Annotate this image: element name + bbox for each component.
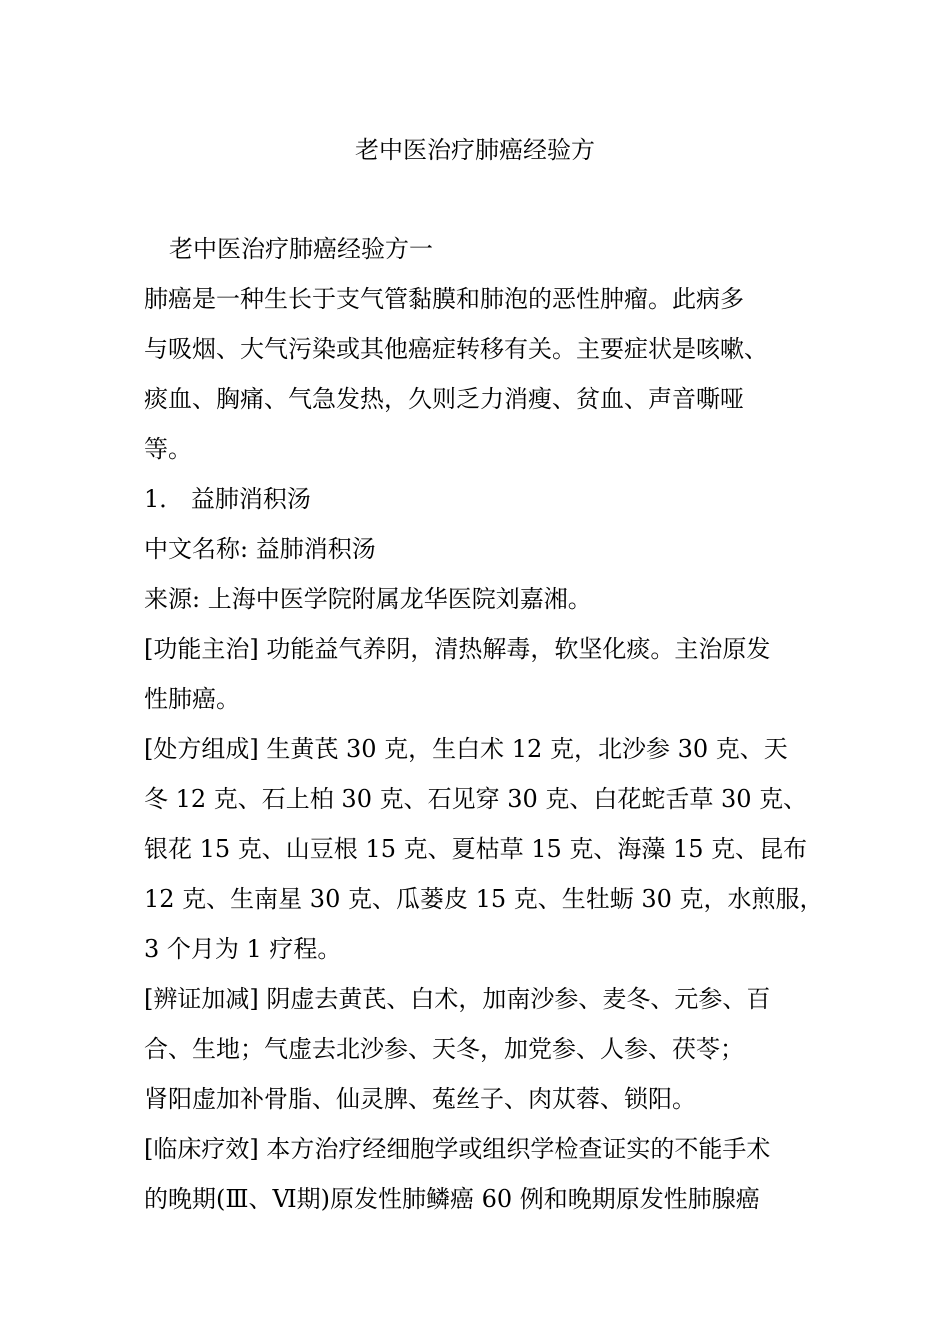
document-body xyxy=(144,224,824,1224)
modification-line: 合、生地；气虚去北沙参、天冬，加党参、人参、茯苓； xyxy=(144,1035,744,1063)
prescription-line: 3 个月为 1 疗程。 xyxy=(144,935,342,963)
recipe-heading: 1． 益肺消积汤 xyxy=(144,485,311,513)
paragraph-line: 痰血、胸痛、气急发热，久则乏力消瘦、贫血、声音嘶哑 xyxy=(144,385,744,413)
document-title: 老中医治疗肺癌经验方 xyxy=(355,136,595,164)
paragraph-line: 等。 xyxy=(144,435,192,463)
modification-line: 肾阳虚加补骨脂、仙灵脾、菟丝子、肉苁蓉、锁阳。 xyxy=(144,1085,696,1113)
paragraph-line: 与吸烟、大气污染或其他癌症转移有关。主要症状是咳嗽、 xyxy=(144,335,768,363)
prescription-line: 冬 12 克、石上柏 30 克、石见穿 30 克、白花蛇舌草 30 克、 xyxy=(144,785,808,813)
function-line: 性肺癌。 xyxy=(144,685,240,713)
paragraph-line: 肺癌是一种生长于支气管黏膜和肺泡的恶性肿瘤。此病多 xyxy=(144,285,744,313)
modification-line: [辨证加减] 阴虚去黄芪、白术，加南沙参、麦冬、元参、百 xyxy=(144,985,771,1013)
section-heading: 老中医治疗肺癌经验方一 xyxy=(169,235,433,263)
prescription-line: 12 克、生南星 30 克、瓜蒌皮 15 克、生牡蛎 30 克，水煎服， xyxy=(144,885,824,913)
function-line: [功能主治] 功能益气养阴，清热解毒，软坚化痰。主治原发 xyxy=(144,635,771,663)
chinese-name-line: 中文名称: 益肺消积汤 xyxy=(144,535,376,563)
prescription-line: 银花 15 克、山豆根 15 克、夏枯草 15 克、海藻 15 克、昆布 xyxy=(144,835,808,863)
efficacy-line: 的晚期(Ⅲ、Ⅵ期)原发性肺鳞癌 60 例和晚期原发性肺腺癌 xyxy=(144,1185,760,1213)
prescription-line: [处方组成] 生黄芪 30 克，生白术 12 克，北沙参 30 克、天 xyxy=(144,735,788,763)
efficacy-line: [临床疗效] 本方治疗经细胞学或组织学检查证实的不能手术 xyxy=(144,1135,771,1163)
source-line: 来源: 上海中医学院附属龙华医院刘嘉湘。 xyxy=(144,585,592,613)
